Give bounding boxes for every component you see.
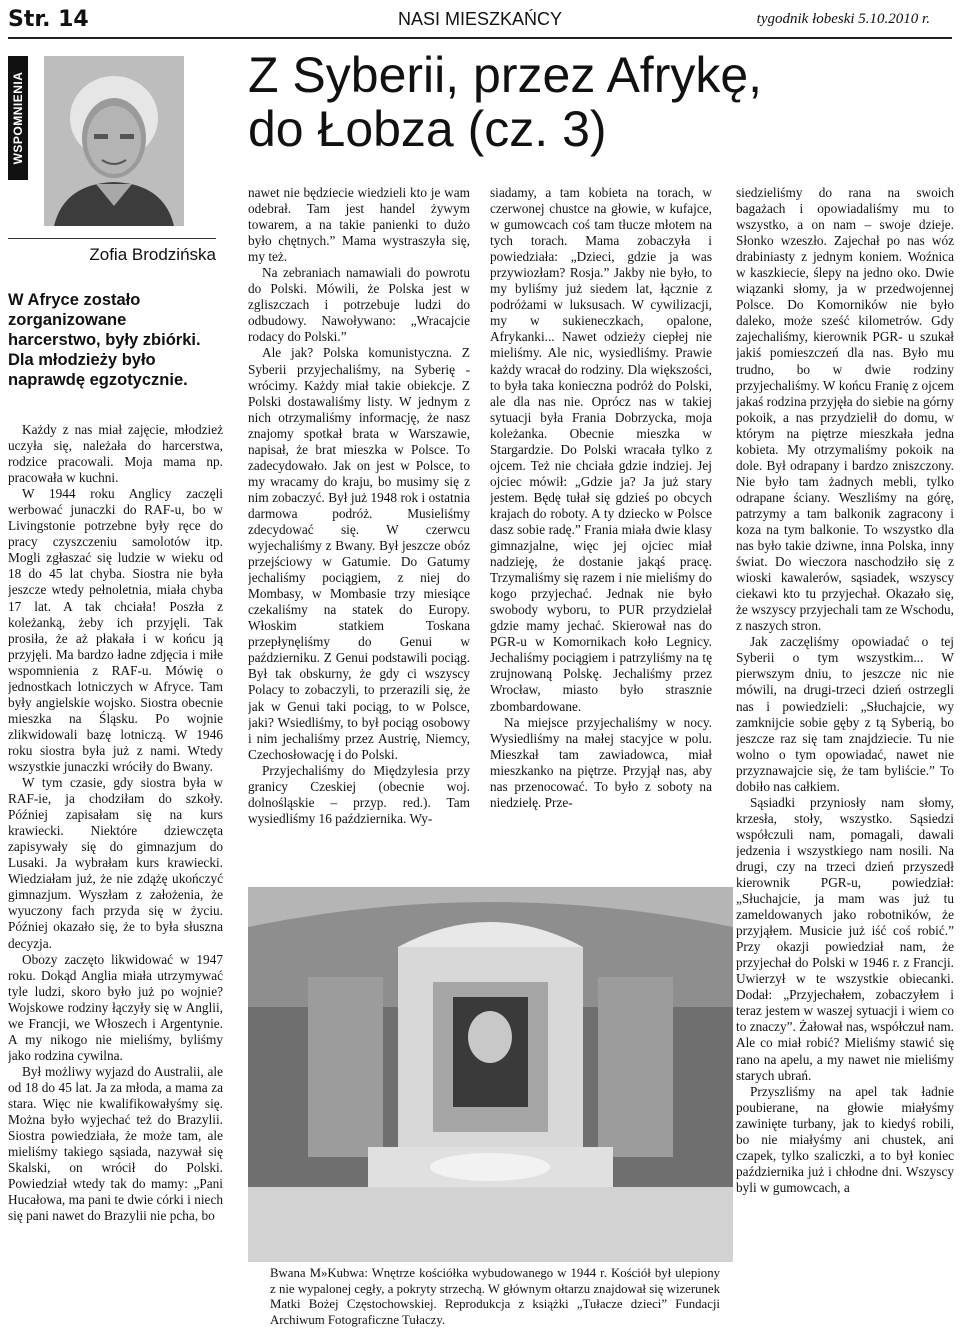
church-photo: [248, 887, 733, 1262]
article-title: [248, 48, 762, 156]
paragraph: Przyszliśmy na apel tak ładnie poubierane, na głowie miałyśmy zawinięte turbany, jak to kiedyś robili, bo nie miałyśmy ani chustek, ani czapek, tylko szaliczki, a to był koniec października już i chłodne dni. Wszyscy byli w gumowcach, a: [736, 1083, 954, 1195]
section-tab: [8, 56, 28, 180]
paragraph: W 1944 roku Anglicy zaczęli werbować junaczki do RAF-u, bo w Livingstonie potrzebne były ręce do pracy czyszczeniu samolotów itp. Mogli zgłaszać się ludzie w wieku od 18 do 45 lat chyba. Siostra nie była jeszcze wtedy pełnoletnia, miała chyba 17 lat. A tak chciała! Poszła z koleżanką, żeby ich przyjęli. Tak prosiła, że aż płakała i w końcu ją przyjęli. Ma bardzo ładne zdjęcia i miłe wspomnienia z RAF-u. Mówię o jednostkach lotniczych w Afryce. Tam były angielskie wojsko. Siostra obecnie mieszka na Śląsku. Po wojnie zlikwidowali bazę lotniczą. W 1946 roku siostra była już z nami. Wtedy wszystkie junaczki wróciły do Bwany.: [8, 486, 223, 774]
page-number: Str. 14: [8, 7, 89, 32]
column-1: [8, 422, 223, 1327]
paragraph: Każdy z nas miał zajęcie, młodzież uczyła się, należała do harcerstwa, rodzice pracowali. Moja mama np. pracowała w kuchni.: [8, 422, 223, 486]
author-name: Zofia Brodzińska: [8, 238, 216, 265]
paragraph: Sąsiadki przyniosły nam słomy, krzesła, stoły, wszystko. Sąsiedzi współczuli nam, pomagali, dawali jedzenia i wszystkiego nam nosili. Na drugi, czy na trzeci dzień przyszedł kierownik PGR-u, powiedział: „Słuchajcie, ja mam was już tu zameldowanych jako robotników, że przyjąłem. Musicie już iść coś robić.” Przy okazji powiedział nam, że przyjechał do Polski w 1946 r. z Francji. Uwierzył w te wszystkie obiecanki. Dodał: „Przyjechałem, zobaczyłem i teraz jestem w waszej sytuacji i wiem co to znaczy”. Żałował nas, współczuł nam. Ale co miał robić? Mieliśmy stawić się rano na apelu, a my nawet nie mieliśmy starych ubrań.: [736, 794, 954, 1083]
column-3: [490, 185, 712, 880]
paragraph: Ale jak? Polska komunistyczna. Z Syberii przyjechaliśmy, na Syberię - wrócimy. Każdy miał takie obiekcje. Z Polski dostawaliśmy listy. W jednym z nich otrzymaliśmy informację, że nasz znajomy spotkał brata w Warszawie, napisał, że brat mieszka w Polsce. To zadecydowało. Jak on jest w Polsce, to my wracamy do kraju, bo musimy się z nim zobaczyć. Był już 1948 rok i ostatnia darmowa podróż. Musieliśmy zdecydować się. W czerwcu wyjechaliśmy z Bwany. Był jeszcze obóz przejściowy w Gatumie. Do Gatumy jechaliśmy pociągiem, z niej do Mombasy, w Mombasie trzy miesiące czekaliśmy na statek do Europy. Włoskim statkiem Toskana przepłynęliśmy do Genui w październiku. Z Genui podstawili pociąg. Był tak obskurny, że gdy ci wszyscy Polacy to zobaczyli, to przerazili się, że jak w Genui taki pociąg, to w Polsce, jaki? Wsiedliśmy, to był pociąg osobowy i nim jechaliśmy przez Austrię, Niemcy, Czechosłowację i do Polski.: [248, 345, 470, 762]
paragraph: siadamy, a tam kobieta na torach, w czerwonej chustce na głowie, w kufajce, w gumowcach coś tam tłucze młotem na tych torach. Mama zobaczyła i powiedziała: „Dzieci, gdzie ja was przywiozłam? Rosja.” Jakby nie było, to my byliśmy już siedem lat, łącznie z podróżami w luksusach. W cywilizacji, my w sukieneczkach, opalone, Afrykanki... Nawet odzieży ciepłej nie mieliśmy. Ale nic, wysiedliśmy. Prawie każdy wracał do rodziny. Dla większości, to była taka konieczna podróż do Polski, ale dla nas nie. Oprócz nas w takiej sytuacji była Frania Dobrzycka, moja koleżanka. Obecnie mieszka w Stargardzie. Do Polski wracała tylko z ojcem. Też nie chciała gdzie indziej. Jej ojciec mówił: „Gdzie ja? Ja już stary jestem. Będę tułał się gdzieś po obcych krajach do roboty. A ty dziecko w Polsce dasz sobie radę.” Frania miała dwie klasy gimnazjalne, więc jej ojciec miał nadzieję, że dostanie jakąś pracę. Trzymaliśmy się razem i nie mieliśmy do kogo przyjechać. Jednak nie było swobody wyboru, to PUR przydzielał gdzie mamy jechać. Skierował nas do PGR-u w Komornikach koło Legnicy. Jechaliśmy pociągiem i patrzyliśmy na tę zrujnowaną Polskę. Jechaliśmy przez Wrocław, miasto było strasznie zbombardowane.: [490, 185, 712, 714]
lead-text: W Afryce zostało zorganizowane harcerstwo, były zbiórki. Dla młodzieży było naprawdę egzotycznie.: [8, 291, 201, 389]
paragraph: Był możliwy wyjazd do Australii, ale od 18 do 45 lat. Ja za młoda, a mama za stara. Więc nie kwalifikowałyśmy się. Można było wyjechać też do Brazylii. Siostra powiedziała, że może tam, ale mieliśmy takiego sąsiada, nazywał się Skalski, on wrócił do Polski. Powiedział wtedy tak do mamy: „Pani Hucałowa, ma pani te dwie córki i niech się pani nawet do Brazylii nie pcha, bo: [8, 1063, 223, 1224]
paragraph: W tym czasie, gdy siostra była w RAF-ie, ja chodziłam do szkoły. Później zapisałam się na kurs krawiecki. Niektóre dziewczęta zapisywały się do gimnazjum do Lusaki. Ja wybrałam kurs krawiecki. Wiedziałam już, że nie zdążę ukończyć gimnazjum. Wyszłam z założenia, że wyuczony fach przyda się w życiu. Później okazało się, że to była słuszna decyzja.: [8, 775, 223, 951]
paragraph: nawet nie będziecie wiedzieli kto je wam odebrał. Tam jest handel żywym towarem, a na takie panienki to dużo było chętnych.” Mama wystraszyła się, my też.: [248, 185, 470, 265]
issue-date: tygodnik łobeski 5.10.2010 r.: [756, 11, 930, 27]
title-line-1: Z Syberii, przez Afrykę,: [248, 47, 763, 103]
column-4: [736, 185, 954, 1327]
portrait-image: [44, 56, 184, 226]
page-header: [0, 0, 960, 40]
author-portrait: [44, 56, 184, 226]
title-line-2: do Łobza (cz. 3): [248, 101, 607, 157]
paragraph: Na zebraniach namawiali do powrotu do Polski. Mówili, że Polska jest w zgliszczach i potrzebuje ludzi do odbudowy. Nawoływano: „Wracajcie rodacy do Polski.”: [248, 265, 470, 345]
paragraph: Na miejsce przyjechaliśmy w nocy. Wysiedliśmy na małej stacyjce w polu. Mieszkał tam zawiadowca, miał mieszkanko na piętrze. Przyjął nas, aby nas przenocować. To było z soboty na niedzielę. Prze-: [490, 714, 712, 810]
column-2: [248, 185, 470, 880]
section-name: NASI MIESZKAŃCY: [397, 9, 563, 29]
paragraph: Przyjechaliśmy do Międzylesia przy granicy Czeskiej (obecnie woj. dolnośląskie – przyp. red.). Tam wysiedliśmy 16 października. Wy-: [248, 762, 470, 826]
section-tab-label: WSPOMNIENIA: [11, 71, 25, 165]
church-interior-image: [248, 887, 733, 1262]
paragraph: Jak zaczęliśmy opowiadać o tej Syberii o tym wszystkim... W pierwszym dniu, to jeszcze nic nie mówili, na drugi-trzeci dzień ostrzegli nas i powiedzieli: „Słuchajcie, wy zamknijcie sobie gęby z tą Syberią, bo jeszcze raz się tam znajdziecie. Tu nie wolno o tym opowiadać, nawet nie przyznawajcie się, że tam byliście.” To dobiło nas całkiem.: [736, 634, 954, 794]
paragraph: siedzieliśmy do rana na swoich bagażach i opowiadaliśmy mu to wszystko, a on nam – swoje dzieje. Słonko wzeszło. Zajechał po nas wóz drabiniasty z jednym koniem. Woźnica w kaszkiecie, ślepy na jedno oko. Dwie wiązanki słomy, ja w przedwojennej Polsce. Do Komorników nie było daleko, może sześć kilometrów. Gdy zajechaliśmy, kierownik PGR- u szukał jakiś pomieszczeń dla nas. Było mu trudno, bo w dwie rodziny przyjechaliśmy. W końcu Franię z ojcem jakaś rodzina przyjęła do siebie na górny pokoik, a nas przydzielił do domu, w którym na piętrze mieszkała jedna kobieta. My otrzymaliśmy pokoik na dole. Był odrapany i bardzo zniszczony. Nie było tam żadnych mebli, tylko odrapane ściany. Weszliśmy na górę, patrzymy a tam balkonik zagracony i koza na tym balkonie. To wszystko dla nas było takie dziwne, inna Polska, inny świat. Do wieczora naschodziło się z wioski kawalerów, sąsiadek, wszyscy ciekawi kto tu przyjechał. Okazało się, że wszyscy przyjechali tam ze Wschodu, z naszych stron.: [736, 185, 954, 634]
paragraph: Obozy zaczęto likwidować w 1947 roku. Dokąd Anglia miała utrzymywać tyle ludzi, skoro było już po wojnie? Wojskowe rodziny łączyły się w Anglii, we Francji, we Włoszech i Argentynie. A my nikogo nie mieliśmy, byliśmy jako rodzina cywilna.: [8, 951, 223, 1063]
header-rule: [8, 37, 952, 39]
photo-caption: Bwana M»Kubwa: Wnętrze kościółka wybudowanego w 1944 r. Kościół był ulepiony z nie wypalonej cegły, a pokryty strzechą. W głównym ołtarzu znajdował się wizerunek Matki Bożej Częstochowskiej. Reprodukcja z książki „Tułacze dzieci” Fundacji Archiwum Fotograficzne Tułaczy.: [270, 1266, 720, 1327]
